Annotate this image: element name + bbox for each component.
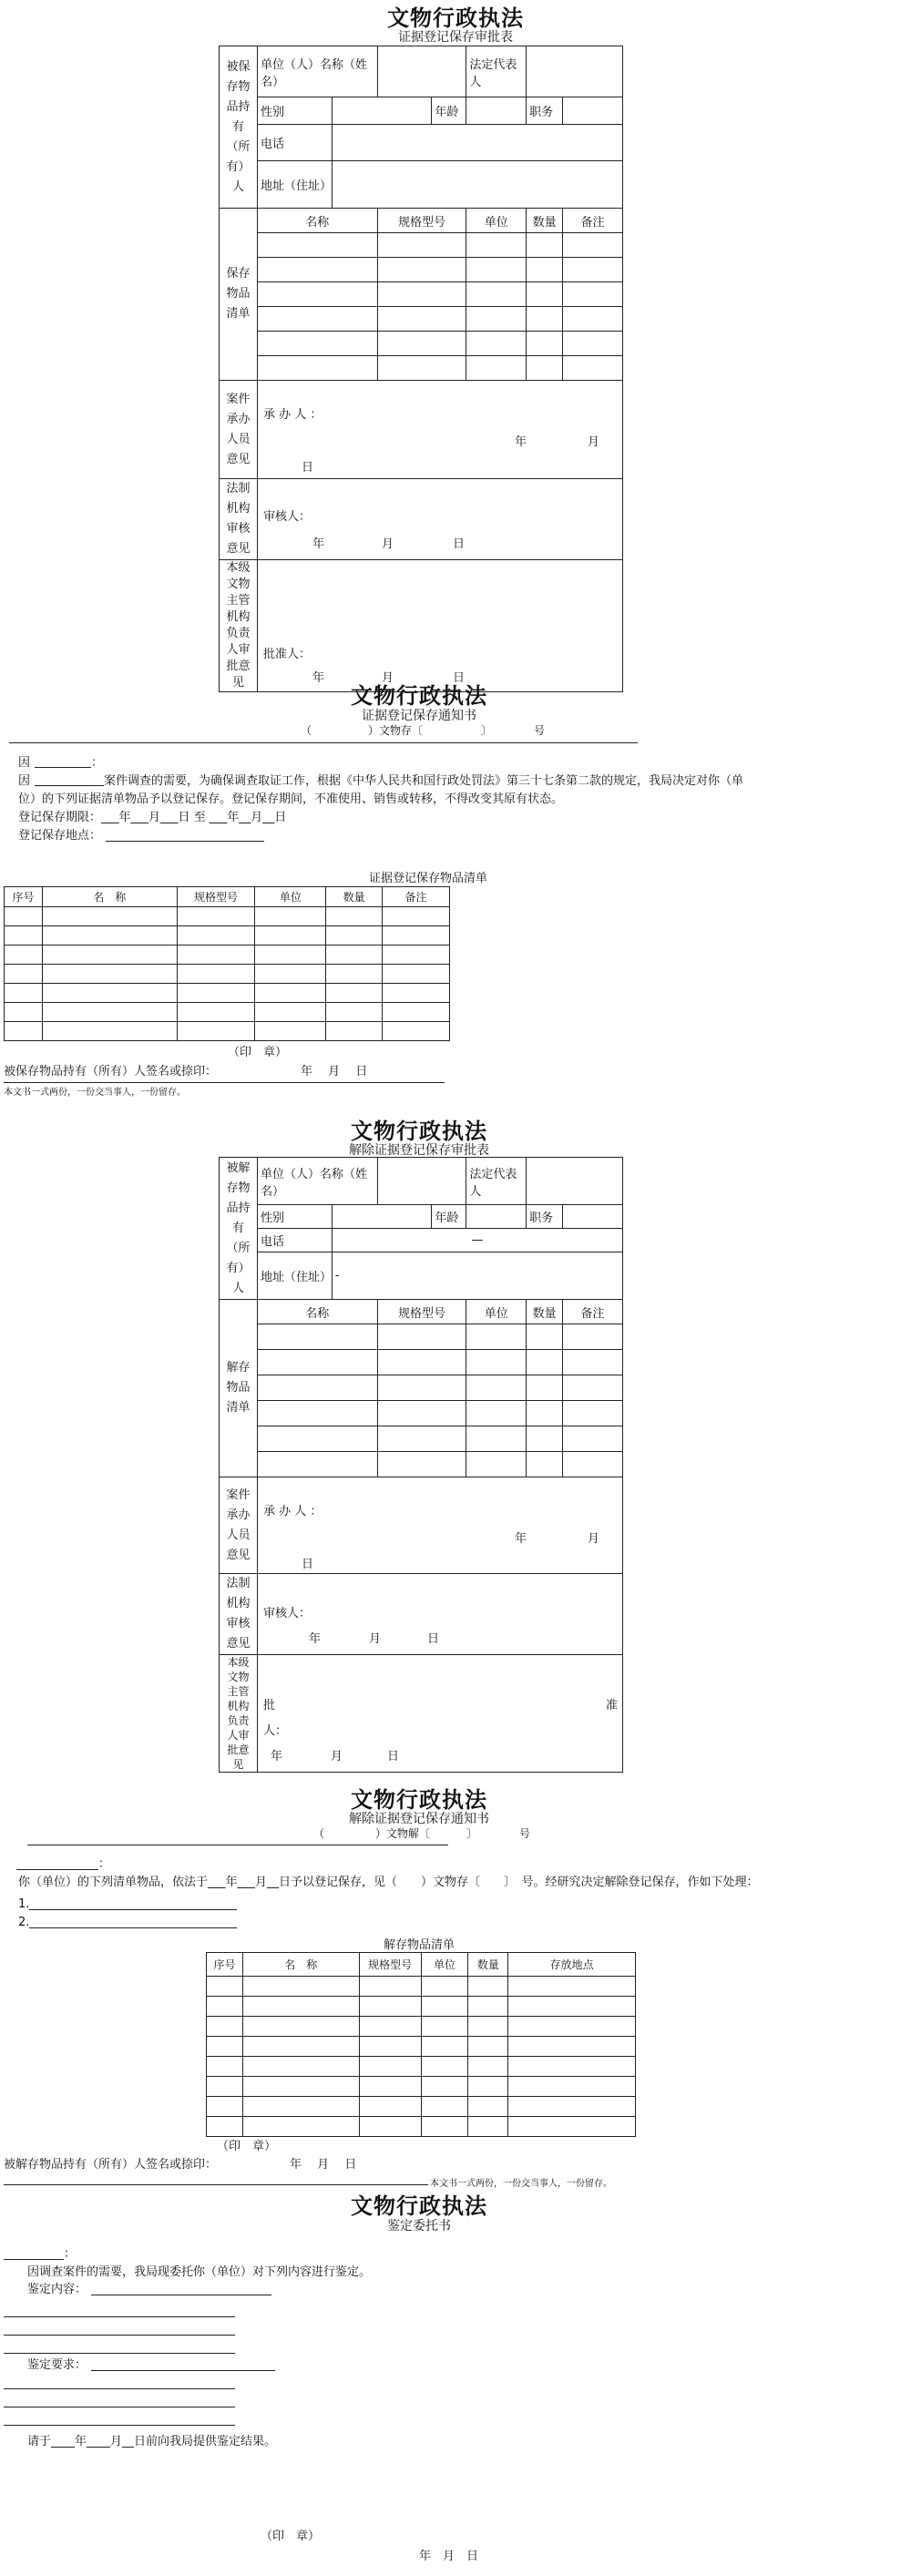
item-1-line[interactable] (29, 1909, 237, 1910)
year-label: 年 (514, 1532, 527, 1546)
approver-3: 人： (262, 1724, 287, 1738)
col-note: 备注 (563, 209, 623, 233)
form3-title: 文物行政执法 (351, 1119, 487, 1144)
signer-label: 被保存物品持有（所有）人签名或捺印： (4, 1065, 218, 1078)
age-label: 年龄 (432, 1205, 466, 1229)
table-row[interactable] (5, 926, 450, 946)
requirement-line-4[interactable] (4, 2425, 235, 2426)
holder-label: 被保存物品持有（所有）人 (220, 46, 258, 209)
reviewer-label: 审核人： (262, 1607, 311, 1620)
requirement-line-1[interactable] (91, 2370, 275, 2371)
handler-sign: 承 办 人 ： (262, 408, 322, 422)
address-label: 地址（住址） (257, 1252, 332, 1300)
commission-date: 年 月 日 (419, 2550, 479, 2563)
year-label: 年 (270, 1750, 282, 1763)
evidence-list-title: 证据登记保存物品清单 (368, 872, 487, 885)
keep-place-label: 登记保存地点： (18, 829, 102, 843)
day-label: 日 (426, 1632, 439, 1646)
month-label: 月 (381, 671, 394, 685)
col-qty: 数量 (527, 209, 563, 233)
approver-2: 准 (605, 1699, 618, 1712)
day-label: 日 (386, 1750, 399, 1763)
seal-label: （印 章） (217, 2140, 277, 2153)
docno-close: 〕 (481, 724, 493, 737)
handler-label: 案件承办人员意见 (220, 1477, 258, 1574)
unit-name-label: 单位（人）名称（姓名） (257, 1158, 377, 1205)
head-label: 本级文物主管机构负责人审批意见 (220, 560, 258, 692)
footnote: 本文书一式两份，一份交当事人，一份留存。 (4, 1088, 186, 1098)
col-qty: 数量 (468, 1953, 508, 1977)
unit-name-value[interactable] (377, 46, 466, 97)
legal-rep-value[interactable] (527, 1158, 623, 1205)
job-value[interactable] (563, 97, 623, 125)
docno-close: 〕 (466, 1827, 478, 1840)
table-row[interactable] (220, 1375, 623, 1401)
table-row[interactable] (207, 1977, 636, 1997)
year-label: 年 (308, 1632, 321, 1646)
legal-opinion[interactable] (257, 479, 622, 560)
month-label: 月 (330, 1750, 343, 1763)
docno-suffix: 号 (534, 724, 546, 737)
col-unit: 单位 (466, 209, 527, 233)
age-label: 年龄 (432, 97, 466, 125)
col-place: 存放地点 (508, 1953, 636, 1977)
holder-label: 被解存物品持有（所有）人 (220, 1158, 258, 1300)
docno-mid: ）文物存〔 (368, 724, 424, 737)
legal-opinion[interactable] (257, 1574, 622, 1655)
table-row[interactable] (5, 1022, 450, 1041)
handler-label: 案件承办人员意见 (220, 381, 258, 479)
approver-1: 批 (262, 1699, 275, 1712)
table-row[interactable] (5, 946, 450, 965)
table-row[interactable] (220, 332, 623, 356)
year-label: 年 (312, 671, 324, 685)
sign-date: 年 月 日 (301, 1065, 368, 1078)
keep-place-line[interactable] (106, 841, 264, 842)
year-label: 年 (514, 435, 527, 449)
content-line-2[interactable] (4, 2316, 235, 2317)
age-value[interactable] (466, 97, 527, 125)
table-row[interactable] (220, 1350, 623, 1375)
col-qty: 数量 (527, 1300, 563, 1324)
legal-rep-label: 法定代表人 (466, 1158, 527, 1205)
table-row[interactable] (207, 2117, 636, 2137)
form1-subtitle: 证据登记保存审批表 (398, 30, 513, 45)
case-name-line[interactable] (35, 785, 104, 786)
legal-rep-label: 法定代表人 (466, 46, 527, 97)
table-row[interactable] (5, 984, 450, 1003)
head-label: 本级文物主管机构负责人审批意见 (220, 1655, 258, 1773)
keep-period: 登记保存期限：___年___月___日 至 ___年__月__日 (18, 811, 287, 824)
form3-table (219, 1157, 623, 1773)
sign-line[interactable] (4, 2184, 428, 2185)
gender-label: 性别 (257, 97, 332, 125)
table-row[interactable] (220, 356, 623, 381)
legal-rep-value[interactable] (527, 46, 623, 97)
col-name: 名 称 (42, 887, 177, 907)
item-2-line[interactable] (29, 1927, 237, 1928)
form2-subtitle: 证据登记保存通知书 (362, 709, 476, 723)
divider (9, 742, 638, 743)
unit-name-value[interactable] (377, 1158, 466, 1205)
age-value[interactable] (466, 1205, 527, 1229)
col-unit: 单位 (421, 1953, 468, 1977)
docno-open: （ (301, 724, 312, 737)
col-spec: 规格型号 (359, 1953, 421, 1977)
handler-opinion[interactable] (257, 1477, 622, 1574)
requirement-line-2[interactable] (4, 2388, 235, 2389)
commission-body: 因调查案件的需要，我局现委托你（单位）对下列内容进行鉴定。 (27, 2265, 372, 2279)
sign-date: 年 月 日 (290, 2158, 357, 2172)
head-opinion[interactable] (257, 560, 622, 692)
month-label: 月 (587, 1532, 599, 1546)
table-row[interactable] (220, 1324, 623, 1350)
table-row[interactable] (220, 1401, 623, 1426)
table-row[interactable] (207, 1997, 636, 2017)
col-unit: 单位 (466, 1300, 527, 1324)
recipient-colon: ： (98, 1857, 111, 1871)
table-row[interactable] (220, 1426, 623, 1452)
job-label: 职务 (527, 1205, 563, 1229)
col-note: 备注 (383, 887, 450, 907)
col-no: 序号 (207, 1953, 243, 1977)
address-label: 地址（住址） (257, 161, 332, 209)
recipient-line[interactable] (16, 1869, 98, 1870)
handler-sign: 承 办 人 ： (262, 1505, 322, 1518)
deadline-text: 请于____年____月__日前向我局提供鉴定结果。 (27, 2435, 277, 2448)
form2-title: 文物行政执法 (351, 683, 487, 709)
release-list-title: 解存物品清单 (383, 1938, 455, 1952)
handler-opinion[interactable] (257, 381, 622, 479)
month-label: 月 (368, 1632, 381, 1646)
notice-body-2: 位）的下列证据清单物品予以登记保存。登记保存期间，不准使用、销售或转移，不得改变其原有状态。 (18, 792, 564, 806)
seal-label: （印 章） (228, 1046, 288, 1059)
form2-docno (0, 722, 911, 737)
form1-title: 文物行政执法 (387, 5, 524, 31)
month-label: 月 (587, 435, 599, 449)
address-value[interactable]: - (332, 1252, 622, 1300)
table-row[interactable] (220, 307, 623, 332)
table-row[interactable] (5, 907, 450, 926)
day-label: 日 (452, 671, 465, 685)
legal-label: 法制机构审核意见 (220, 1574, 258, 1655)
col-name: 名称 (257, 1300, 377, 1324)
form4-title: 文物行政执法 (351, 1787, 487, 1813)
footnote: 本文书一式两份，一份交当事人，一份留存。 (430, 2179, 612, 2189)
gender-label: 性别 (257, 1205, 332, 1229)
items-label: 解存物品清单 (220, 1300, 258, 1477)
release-list-table (206, 1952, 636, 2137)
address-value[interactable] (332, 161, 622, 209)
docno-suffix: 号 (519, 1827, 531, 1840)
item-1: 1. (18, 1897, 30, 1911)
seal-label: （印 章） (261, 2530, 321, 2543)
notice-body-1: 案件调查的需要，为确保调查取证工作，根据《中华人民共和国行政处罚法》第三十七条第二款的规定，我局决定对你（单 (104, 774, 744, 788)
table-row[interactable] (220, 282, 623, 307)
table-row[interactable] (5, 965, 450, 984)
legal-label: 法制机构审核意见 (220, 479, 258, 560)
recipient-line[interactable] (4, 2259, 64, 2260)
table-row[interactable] (220, 258, 623, 282)
table-row[interactable] (207, 2057, 636, 2077)
recipient-colon: ： (91, 756, 104, 770)
unit-name-label: 单位（人）名称（姓名） (257, 46, 377, 97)
content-line-3[interactable] (4, 2335, 235, 2336)
release-body: 你（单位）的下列清单物品，依法于___年___月__日予以登记保存，见（ ）文物存〔 〕 号。经研究决定解除登记保存，作如下处理： (18, 1876, 759, 1889)
col-note: 备注 (563, 1300, 623, 1324)
table-row[interactable] (207, 2097, 636, 2117)
case-prefix: 因 (18, 774, 31, 788)
table-row[interactable] (220, 233, 623, 258)
phone-label: 电话 (257, 125, 332, 161)
col-spec: 规格型号 (377, 1300, 466, 1324)
item-2: 2. (18, 1916, 30, 1929)
col-spec: 规格型号 (177, 887, 255, 907)
body-prefix: 因 (18, 756, 31, 770)
evidence-list-table (4, 886, 450, 1041)
col-spec: 规格型号 (377, 209, 466, 233)
day-label: 日 (301, 1558, 313, 1571)
table-row[interactable] (5, 1003, 450, 1022)
table-row[interactable] (207, 2077, 636, 2097)
docno-mid: ）文物解〔 (375, 1827, 431, 1840)
form4-subtitle: 解除证据登记保存通知书 (349, 1812, 489, 1826)
head-opinion[interactable] (257, 1655, 622, 1773)
form3-subtitle: 解除证据登记保存审批表 (349, 1143, 489, 1158)
table-row[interactable] (207, 2037, 636, 2057)
signer-label: 被解存物品持有（所有）人签名或捺印： (4, 2158, 218, 2172)
requirement-label: 鉴定要求： (27, 2358, 87, 2372)
year-label: 年 (312, 537, 324, 551)
job-value[interactable] (563, 1205, 623, 1229)
col-qty: 数量 (326, 887, 383, 907)
day-label: 日 (452, 537, 465, 551)
col-name: 名称 (257, 209, 377, 233)
approver-label: 批准人： (262, 648, 311, 661)
phone-label: 电话 (257, 1229, 332, 1252)
table-row[interactable] (220, 1452, 623, 1477)
recipient-colon: ： (64, 2247, 77, 2261)
month-label: 月 (381, 537, 394, 551)
col-name: 名 称 (242, 1953, 359, 1977)
gender-value[interactable] (332, 1205, 432, 1229)
content-line-4[interactable] (4, 2353, 235, 2354)
col-no: 序号 (5, 887, 43, 907)
job-label: 职务 (527, 97, 563, 125)
reviewer-label: 审核人： (262, 510, 311, 524)
form5-subtitle: 鉴定委托书 (387, 2219, 451, 2234)
gender-value[interactable] (332, 97, 432, 125)
form1-table (219, 46, 623, 692)
phone-value[interactable]: — (332, 1229, 622, 1252)
recipient-line[interactable] (35, 767, 91, 768)
form5-title: 文物行政执法 (351, 2193, 487, 2219)
table-row[interactable] (207, 2017, 636, 2037)
items-label: 保存物品清单 (220, 209, 258, 381)
phone-value[interactable] (332, 125, 622, 161)
sign-line[interactable] (4, 1082, 445, 1083)
form4-docno (0, 1825, 911, 1840)
content-label: 鉴定内容： (27, 2283, 87, 2296)
day-label: 日 (301, 461, 313, 475)
col-unit: 单位 (255, 887, 326, 907)
docno-open: （ (313, 1827, 325, 1840)
